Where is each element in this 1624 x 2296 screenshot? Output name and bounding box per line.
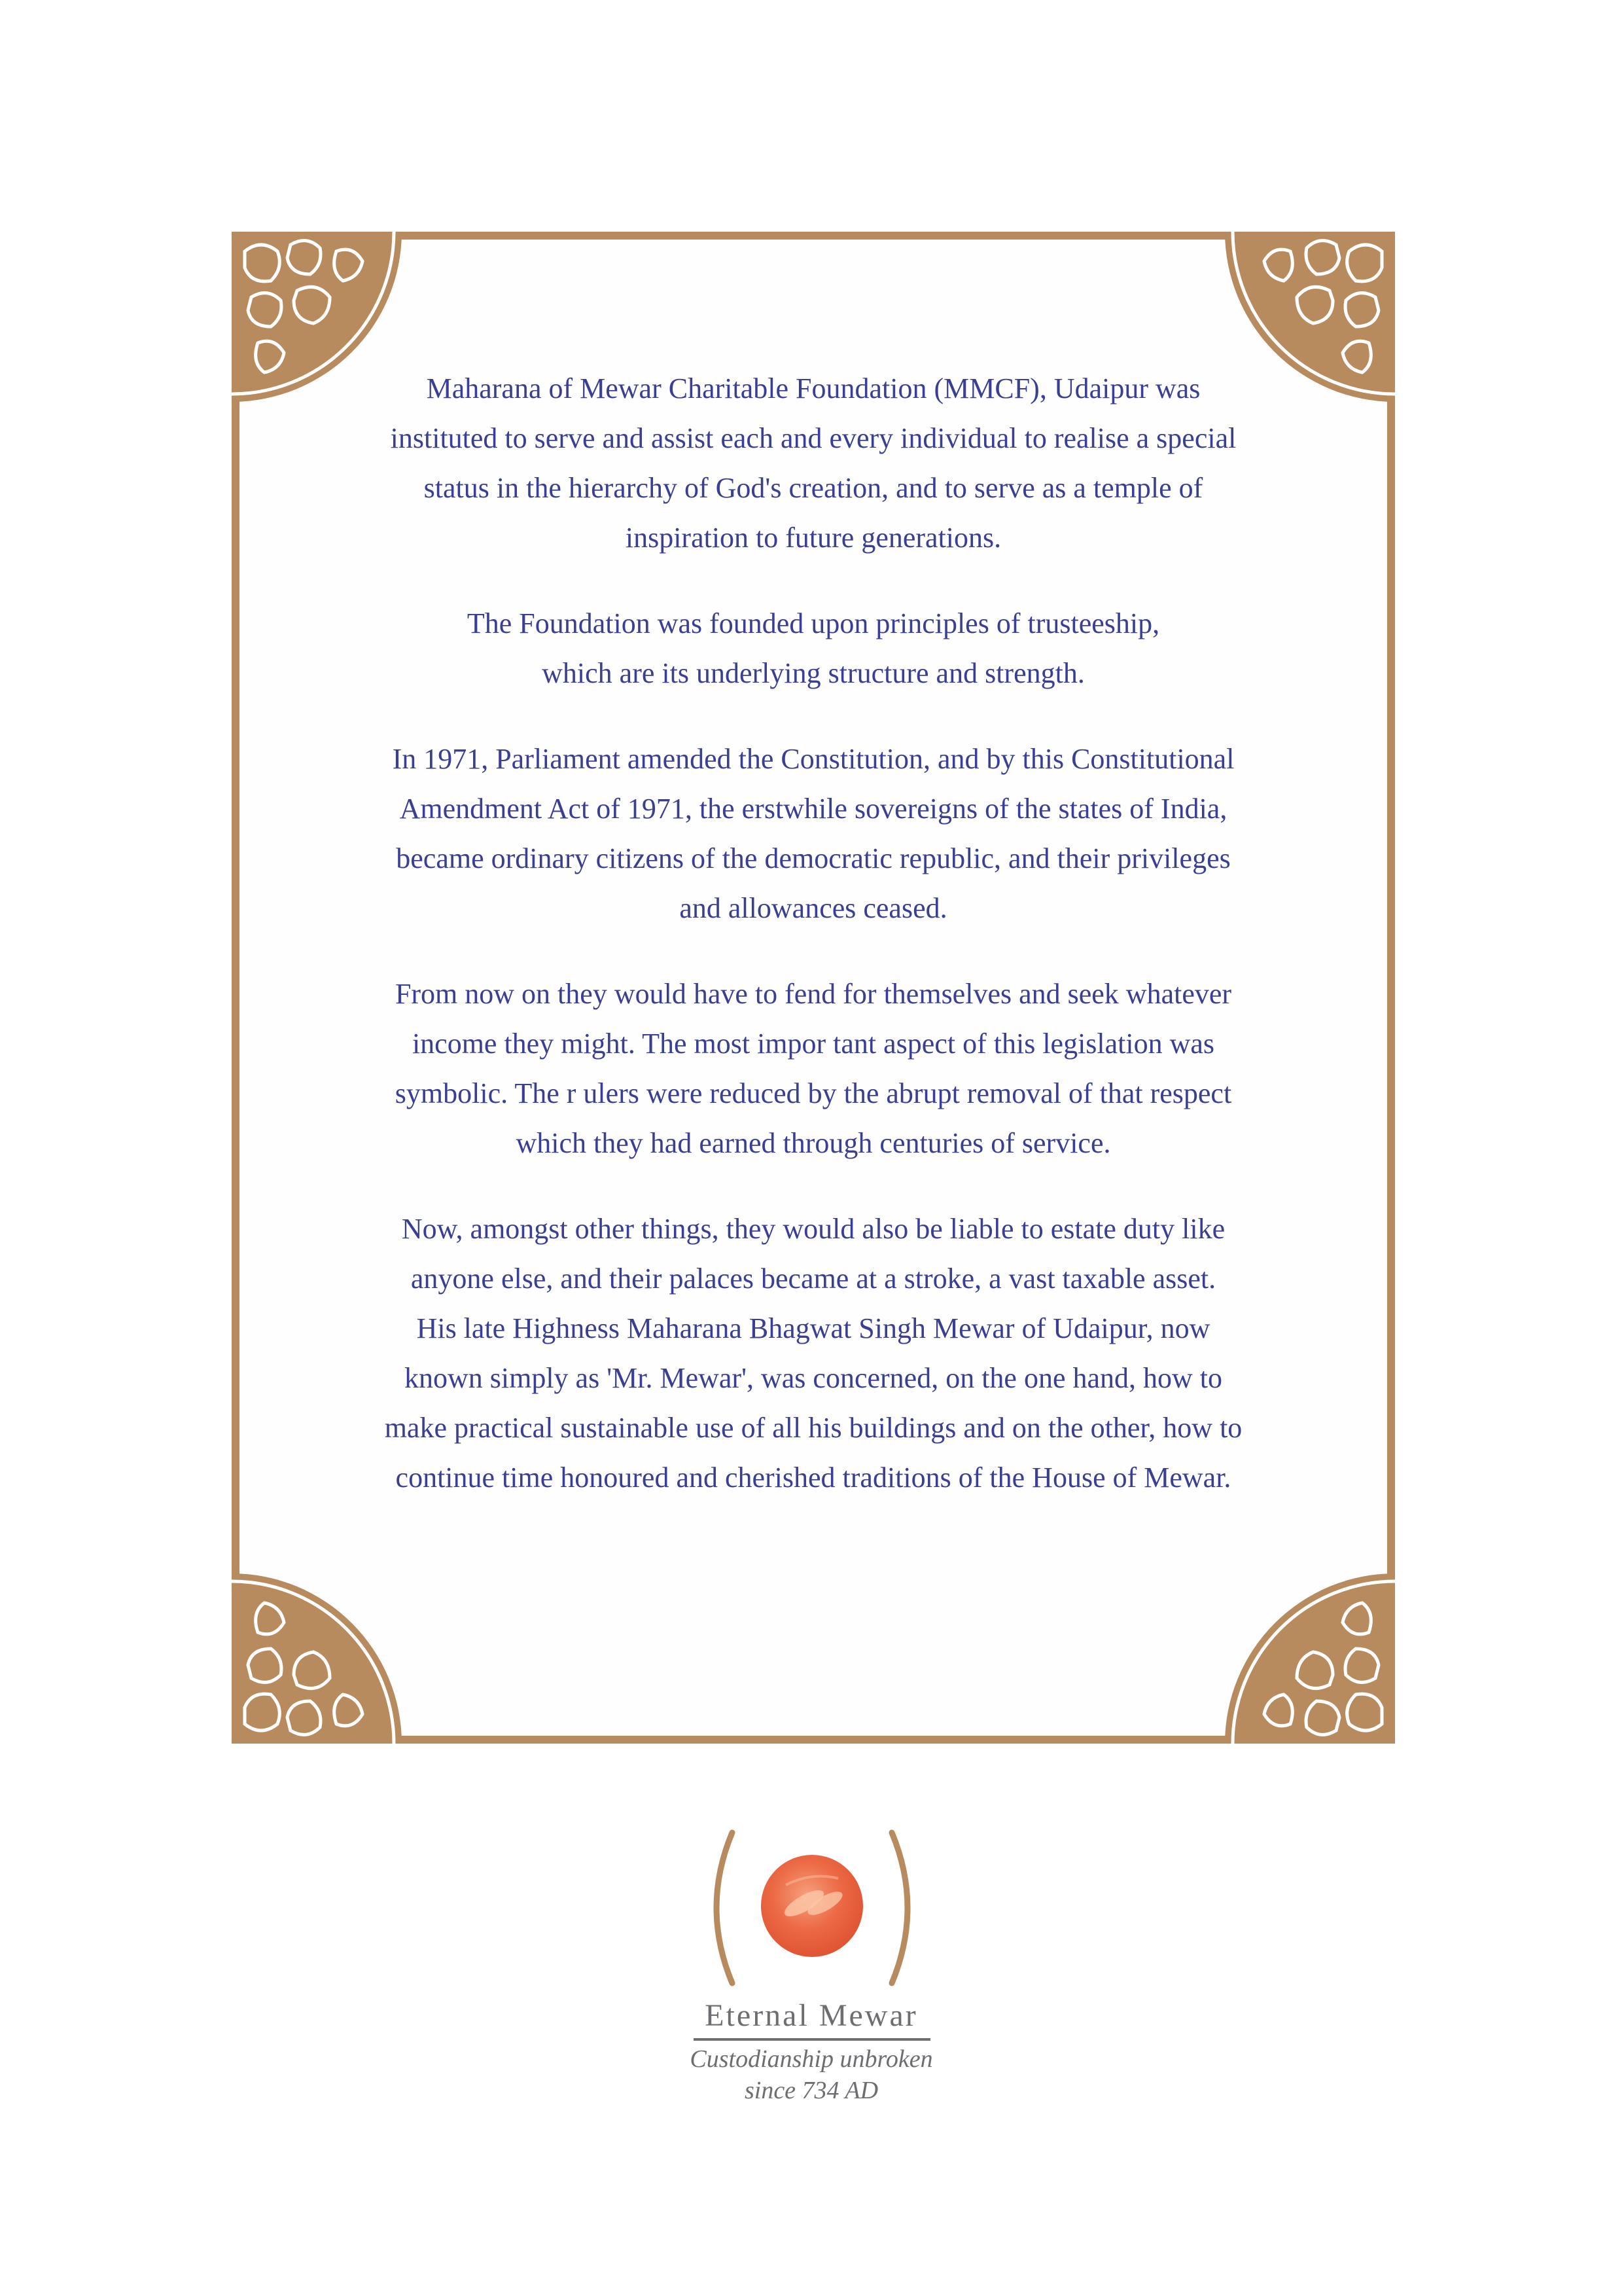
paragraph-fend-for-themselves [344, 969, 1282, 1168]
text-line: became ordinary citizens of the democratic republic, and their privileges [396, 842, 1231, 874]
text-line: and allowances ceased. [679, 892, 947, 924]
sun-emblem-icon [694, 1820, 930, 1996]
text-line: known simply as 'Mr. Mewar', was concerned, on the one hand, how to [404, 1362, 1223, 1394]
paragraph-1971-amendment [344, 734, 1282, 933]
tagline-line: Custodianship unbroken [690, 2045, 933, 2073]
lotus-corner-ornament-icon [232, 1573, 402, 1744]
brand-tagline [648, 2043, 975, 2106]
text-line: which are its underlying structure and strength. [542, 657, 1085, 689]
text-line: continue time honoured and cherished traditions of the House of Mewar. [395, 1462, 1231, 1494]
paragraph-estate-duty [344, 1204, 1282, 1503]
text-line: Now, amongst other things, they would also be liable to estate duty like [401, 1213, 1226, 1245]
text-line: make practical sustainable use of all his buildings and on the other, how to [384, 1412, 1243, 1444]
text-line: status in the hierarchy of God's creation, and to serve as a temple of [423, 472, 1203, 504]
text-line: In 1971, Parliament amended the Constitution, and by this Constitutional [392, 743, 1235, 775]
paragraph-trusteeship [344, 599, 1282, 698]
text-line: anyone else, and their palaces became at a stroke, a vast taxable asset. [410, 1263, 1216, 1295]
text-line: His late Highness Maharana Bhagwat Singh Mewar of Udaipur, now [416, 1312, 1210, 1344]
text-line: From now on they would have to fend for themselves and seek whatever [395, 978, 1232, 1010]
text-line: Amendment Act of 1971, the erstwhile sovereigns of the states of India, [399, 793, 1227, 825]
brand-underline [694, 2038, 930, 2041]
lotus-corner-ornament-icon [1225, 1573, 1395, 1744]
paragraph-mmcf-intro [344, 364, 1282, 563]
text-line: The Foundation was founded upon principles of trusteeship, [467, 607, 1160, 639]
text-line: which they had earned through centuries of service. [516, 1127, 1111, 1159]
text-line: symbolic. The r ulers were reduced by the abrupt removal of that respect [395, 1077, 1232, 1109]
text-line: inspiration to future generations. [625, 522, 1002, 554]
text-line: income they might. The most impor tant aspect of this legislation was [412, 1028, 1215, 1060]
decorative-frame [232, 232, 1395, 1744]
body-text [344, 364, 1282, 1539]
text-line: instituted to serve and assist each and every individual to realise a special [390, 422, 1237, 454]
brand-name: Eternal Mewar [705, 1998, 918, 2033]
text-line: Maharana of Mewar Charitable Foundation (MMCF), Udaipur was [426, 372, 1201, 404]
tagline-line: since 734 AD [744, 2077, 879, 2104]
